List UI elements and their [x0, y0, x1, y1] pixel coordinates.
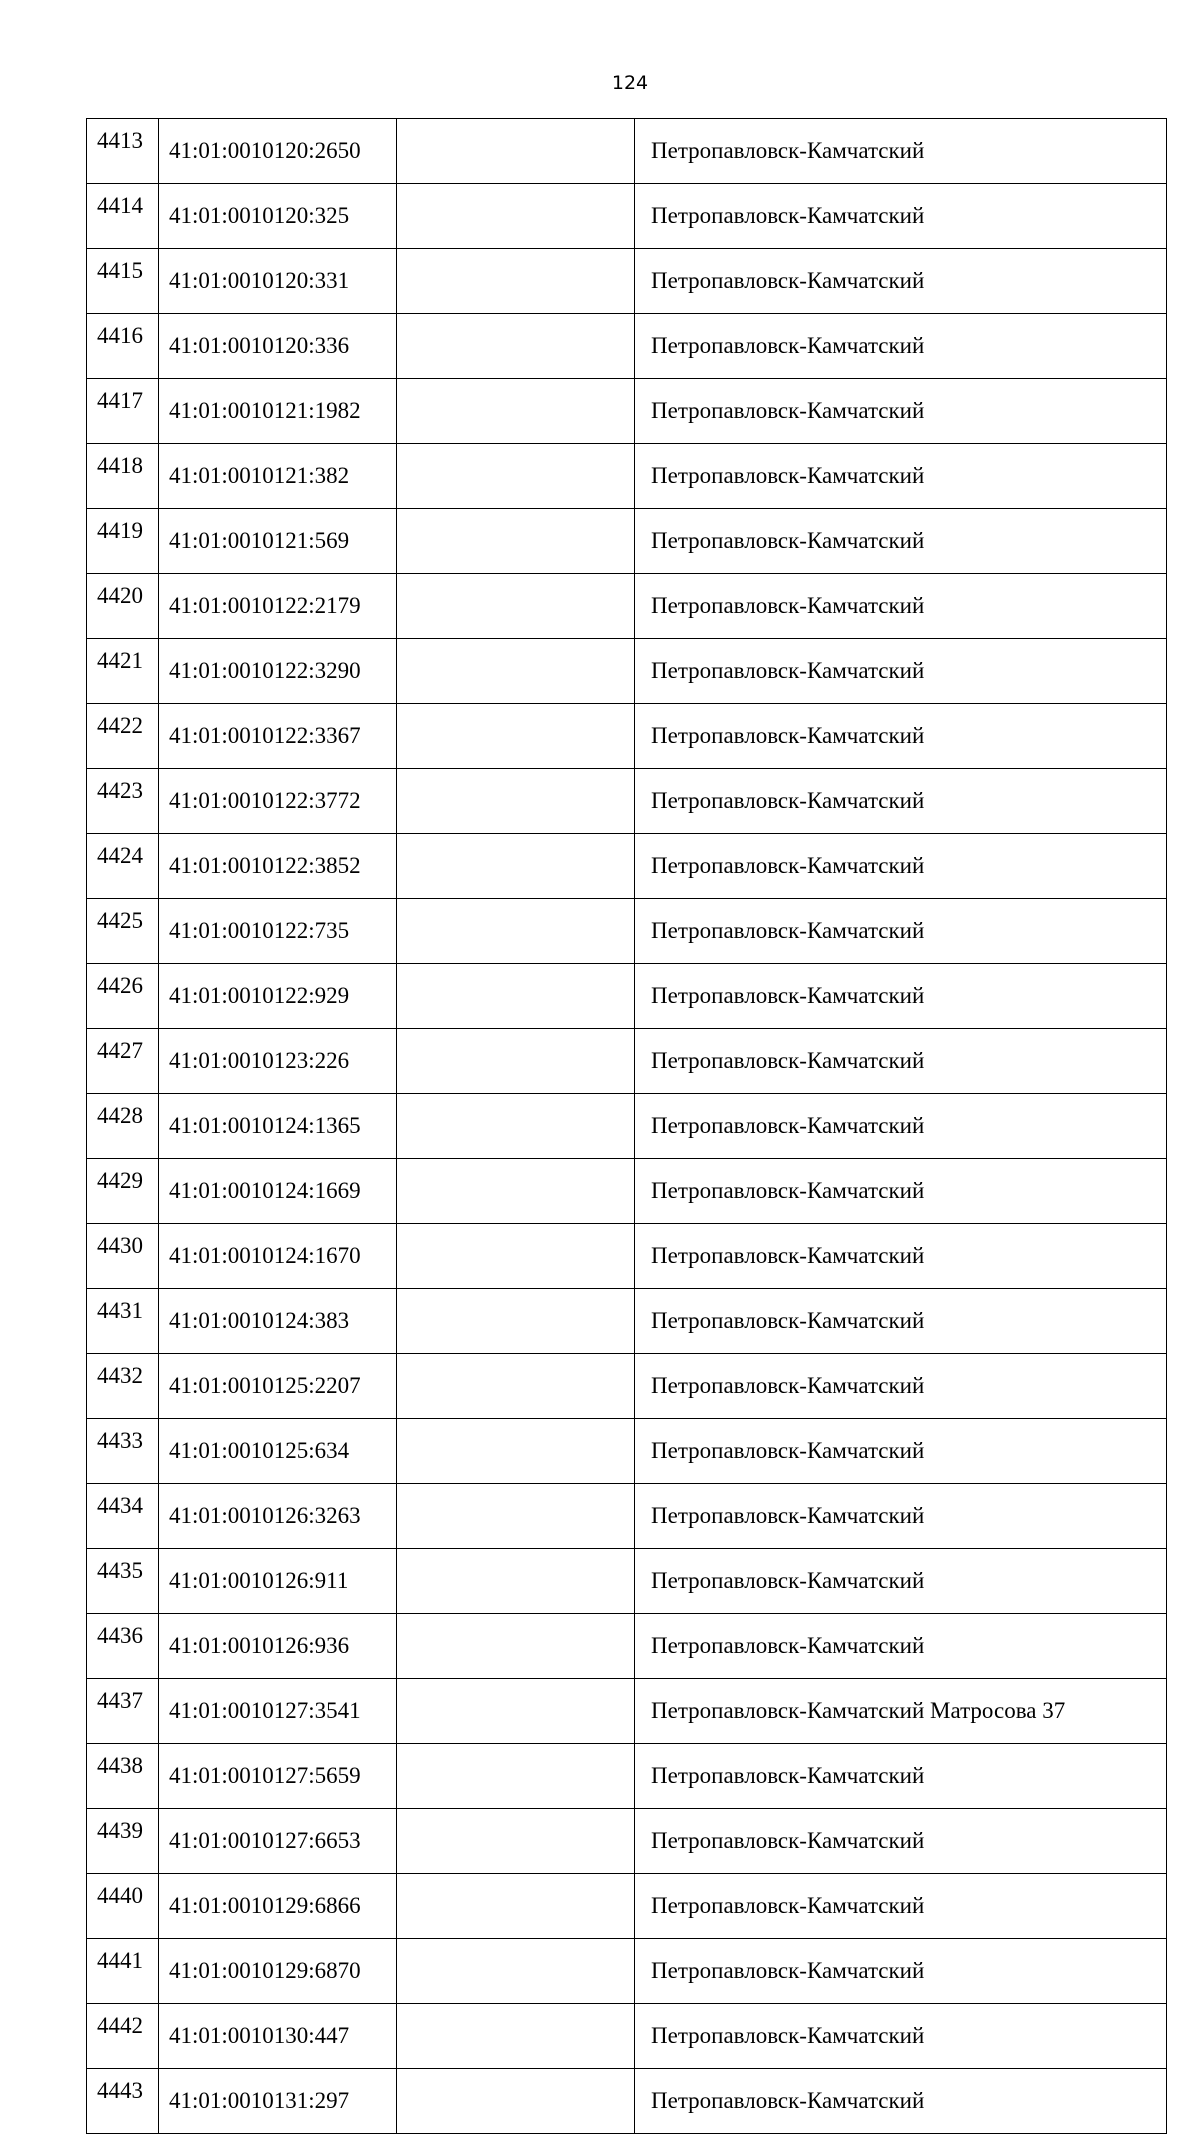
address-cell: Петропавловск-Камчатский [635, 444, 1167, 509]
row-number: 4433 [87, 1419, 159, 1484]
row-number: 4430 [87, 1224, 159, 1289]
address-cell: Петропавловск-Камчатский [635, 1029, 1167, 1094]
address-cell: Петропавловск-Камчатский [635, 1159, 1167, 1224]
row-number: 4424 [87, 834, 159, 899]
table-row [87, 184, 1167, 249]
table-row [87, 379, 1167, 444]
row-number: 4414 [87, 184, 159, 249]
address-cell: Петропавловск-Камчатский [635, 1354, 1167, 1419]
cadastral-number: 41:01:0010121:1982 [159, 379, 397, 444]
empty-cell [397, 639, 635, 704]
cadastral-number: 41:01:0010120:336 [159, 314, 397, 379]
table-row [87, 1159, 1167, 1224]
row-number: 4428 [87, 1094, 159, 1159]
cadastral-number: 41:01:0010122:929 [159, 964, 397, 1029]
cadastral-number: 41:01:0010126:3263 [159, 1484, 397, 1549]
table-row [87, 1549, 1167, 1614]
cadastral-number: 41:01:0010122:2179 [159, 574, 397, 639]
empty-cell [397, 119, 635, 184]
empty-cell [397, 184, 635, 249]
row-number: 4419 [87, 509, 159, 574]
cadastral-number: 41:01:0010121:382 [159, 444, 397, 509]
address-cell: Петропавловск-Камчатский [635, 1744, 1167, 1809]
cadastral-number: 41:01:0010120:2650 [159, 119, 397, 184]
table-row [87, 769, 1167, 834]
cadastral-number: 41:01:0010122:3367 [159, 704, 397, 769]
cadastral-number: 41:01:0010124:1670 [159, 1224, 397, 1289]
address-cell: Петропавловск-Камчатский [635, 184, 1167, 249]
address-cell: Петропавловск-Камчатский [635, 1484, 1167, 1549]
table-row [87, 834, 1167, 899]
address-cell: Петропавловск-Камчатский [635, 119, 1167, 184]
cadastral-number: 41:01:0010131:297 [159, 2069, 397, 2134]
empty-cell [397, 834, 635, 899]
empty-cell [397, 899, 635, 964]
parcel-table-body [87, 119, 1167, 2134]
address-cell: Петропавловск-Камчатский Матросова 37 [635, 1679, 1167, 1744]
cadastral-number: 41:01:0010126:936 [159, 1614, 397, 1679]
empty-cell [397, 1029, 635, 1094]
row-number: 4427 [87, 1029, 159, 1094]
cadastral-number: 41:01:0010122:3852 [159, 834, 397, 899]
row-number: 4435 [87, 1549, 159, 1614]
row-number: 4437 [87, 1679, 159, 1744]
address-cell: Петропавловск-Камчатский [635, 899, 1167, 964]
cadastral-number: 41:01:0010120:331 [159, 249, 397, 314]
address-cell: Петропавловск-Камчатский [635, 509, 1167, 574]
empty-cell [397, 1159, 635, 1224]
table-row [87, 1939, 1167, 2004]
cadastral-number: 41:01:0010122:735 [159, 899, 397, 964]
empty-cell [397, 769, 635, 834]
cadastral-number: 41:01:0010127:5659 [159, 1744, 397, 1809]
parcel-table [86, 118, 1167, 2134]
address-cell: Петропавловск-Камчатский [635, 1224, 1167, 1289]
row-number: 4443 [87, 2069, 159, 2134]
table-row [87, 964, 1167, 1029]
address-cell: Петропавловск-Камчатский [635, 1874, 1167, 1939]
address-cell: Петропавловск-Камчатский [635, 2004, 1167, 2069]
row-number: 4418 [87, 444, 159, 509]
empty-cell [397, 1289, 635, 1354]
row-number: 4440 [87, 1874, 159, 1939]
address-cell: Петропавловск-Камчатский [635, 1094, 1167, 1159]
table-row [87, 1874, 1167, 1939]
empty-cell [397, 444, 635, 509]
row-number: 4432 [87, 1354, 159, 1419]
empty-cell [397, 1224, 635, 1289]
address-cell: Петропавловск-Камчатский [635, 1289, 1167, 1354]
table-row [87, 1419, 1167, 1484]
table-row [87, 2004, 1167, 2069]
empty-cell [397, 1484, 635, 1549]
empty-cell [397, 1874, 635, 1939]
cadastral-number: 41:01:0010130:447 [159, 2004, 397, 2069]
table-row [87, 1614, 1167, 1679]
address-cell: Петропавловск-Камчатский [635, 964, 1167, 1029]
cadastral-number: 41:01:0010129:6866 [159, 1874, 397, 1939]
table-row [87, 1354, 1167, 1419]
table-row [87, 1289, 1167, 1354]
address-cell: Петропавловск-Камчатский [635, 1939, 1167, 2004]
empty-cell [397, 1939, 635, 2004]
row-number: 4438 [87, 1744, 159, 1809]
row-number: 4434 [87, 1484, 159, 1549]
page-number: 124 [611, 72, 649, 94]
table-row [87, 1029, 1167, 1094]
table-row [87, 899, 1167, 964]
address-cell: Петропавловск-Камчатский [635, 314, 1167, 379]
empty-cell [397, 1614, 635, 1679]
cadastral-number: 41:01:0010127:3541 [159, 1679, 397, 1744]
table-row [87, 2069, 1167, 2134]
empty-cell [397, 509, 635, 574]
row-number: 4425 [87, 899, 159, 964]
row-number: 4421 [87, 639, 159, 704]
row-number: 4423 [87, 769, 159, 834]
table-row [87, 574, 1167, 639]
empty-cell [397, 1809, 635, 1874]
cadastral-number: 41:01:0010126:911 [159, 1549, 397, 1614]
cadastral-number: 41:01:0010129:6870 [159, 1939, 397, 2004]
row-number: 4439 [87, 1809, 159, 1874]
empty-cell [397, 704, 635, 769]
empty-cell [397, 1679, 635, 1744]
row-number: 4422 [87, 704, 159, 769]
cadastral-number: 41:01:0010122:3290 [159, 639, 397, 704]
address-cell: Петропавловск-Камчатский [635, 379, 1167, 444]
address-cell: Петропавловск-Камчатский [635, 1809, 1167, 1874]
table-row [87, 314, 1167, 379]
table-row [87, 1094, 1167, 1159]
cadastral-number: 41:01:0010124:1365 [159, 1094, 397, 1159]
row-number: 4417 [87, 379, 159, 444]
address-cell: Петропавловск-Камчатский [635, 249, 1167, 314]
empty-cell [397, 314, 635, 379]
table-row [87, 1809, 1167, 1874]
address-cell: Петропавловск-Камчатский [635, 639, 1167, 704]
empty-cell [397, 1354, 635, 1419]
cadastral-number: 41:01:0010120:325 [159, 184, 397, 249]
row-number: 4416 [87, 314, 159, 379]
table-row [87, 444, 1167, 509]
row-number: 4442 [87, 2004, 159, 2069]
cadastral-number: 41:01:0010124:383 [159, 1289, 397, 1354]
table-row [87, 249, 1167, 314]
row-number: 4420 [87, 574, 159, 639]
address-cell: Петропавловск-Камчатский [635, 2069, 1167, 2134]
address-cell: Петропавловск-Камчатский [635, 1419, 1167, 1484]
row-number: 4441 [87, 1939, 159, 2004]
empty-cell [397, 249, 635, 314]
table-row [87, 1744, 1167, 1809]
address-cell: Петропавловск-Камчатский [635, 1549, 1167, 1614]
table-row [87, 1224, 1167, 1289]
table-row [87, 509, 1167, 574]
empty-cell [397, 1419, 635, 1484]
cadastral-number: 41:01:0010121:569 [159, 509, 397, 574]
cadastral-number: 41:01:0010124:1669 [159, 1159, 397, 1224]
empty-cell [397, 1744, 635, 1809]
table-row [87, 1679, 1167, 1744]
empty-cell [397, 1094, 635, 1159]
address-cell: Петропавловск-Камчатский [635, 834, 1167, 899]
cadastral-number: 41:01:0010127:6653 [159, 1809, 397, 1874]
row-number: 4429 [87, 1159, 159, 1224]
cadastral-number: 41:01:0010125:634 [159, 1419, 397, 1484]
cadastral-number: 41:01:0010125:2207 [159, 1354, 397, 1419]
empty-cell [397, 1549, 635, 1614]
empty-cell [397, 379, 635, 444]
row-number: 4431 [87, 1289, 159, 1354]
table-row [87, 704, 1167, 769]
table-row [87, 119, 1167, 184]
row-number: 4426 [87, 964, 159, 1029]
table-row [87, 1484, 1167, 1549]
address-cell: Петропавловск-Камчатский [635, 704, 1167, 769]
row-number: 4415 [87, 249, 159, 314]
empty-cell [397, 2069, 635, 2134]
empty-cell [397, 964, 635, 1029]
empty-cell [397, 2004, 635, 2069]
row-number: 4413 [87, 119, 159, 184]
address-cell: Петропавловск-Камчатский [635, 574, 1167, 639]
cadastral-number: 41:01:0010122:3772 [159, 769, 397, 834]
cadastral-number: 41:01:0010123:226 [159, 1029, 397, 1094]
address-cell: Петропавловск-Камчатский [635, 769, 1167, 834]
row-number: 4436 [87, 1614, 159, 1679]
table-row [87, 639, 1167, 704]
empty-cell [397, 574, 635, 639]
address-cell: Петропавловск-Камчатский [635, 1614, 1167, 1679]
